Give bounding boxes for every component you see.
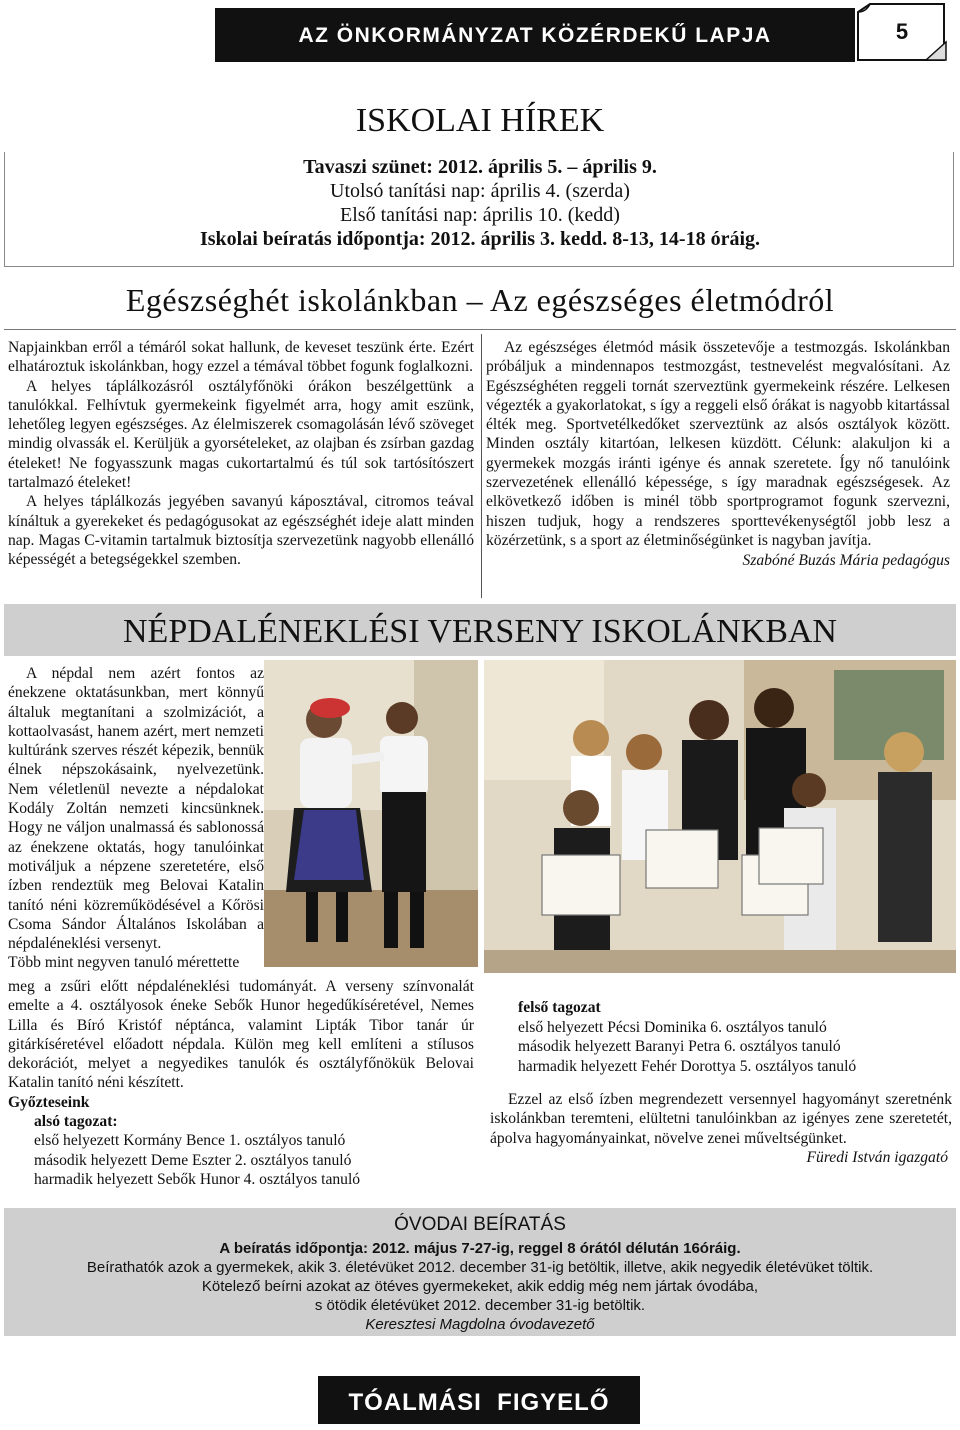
winner-line: második helyezett Deme Eszter 2. osztályos tanuló xyxy=(34,1151,352,1169)
folk-contest-title: NÉPDALÉNEKLÉSI VERSENY ISKOLÁNKBAN xyxy=(123,613,837,650)
news-line: Utolsó tanítási nap: április 4. (szerda) xyxy=(330,180,630,202)
upper-grade-label: felső tagozat xyxy=(518,999,601,1016)
divider xyxy=(4,329,956,330)
paragraph: A helyes táplálkozás jegyében savanyú káposztával, citromos teával kínáltuk a gyerekeket és pedagógusokat az egészséghét ideje alatt minden nap. Magas C-vitamin tartalmuk biztosítja szervezetünk nagyobb ellenálló képességét a betegségekkel szemben. xyxy=(8,493,474,569)
folk-closing xyxy=(490,1090,952,1167)
health-left-column xyxy=(8,338,474,570)
page-number: 5 xyxy=(895,19,909,44)
news-line: Tavaszi szünet: 2012. április 5. – április 9. xyxy=(303,156,657,178)
kindergarten-line: Kötelező beírni azokat az ötéves gyermekeket, akik eddig még nem jártak óvodába, xyxy=(201,1278,759,1295)
folk-wrap-text xyxy=(8,664,264,973)
kindergarten-line: A beíratás időpontja: 2012. május 7-27-ig, reggel 8 órától délután 16óráig. xyxy=(219,1240,741,1257)
kindergarten-title: ÓVODAI BEÍRATÁS xyxy=(394,1214,566,1235)
kindergarten-signature: Keresztesi Magdolna óvodavezető xyxy=(365,1316,595,1333)
paragraph: meg a zsűri előtt népdaléneklési tudományát. A verseny színvonalát emelte a 4. osztályosok éneke Sebők Hunor hegedűkíséretével, Nemes Lilla és Bíró Kristóf néptánca, valamint Lipták Tibor tanár úr gitárkíséretével előadott népdala. Külön meg kell említeni a stílusos dekorációt, melyet a negyedikes tanulók és osztályfőnökük Belovai Katalin tanító néni készített. xyxy=(8,978,474,1092)
winners-label: Győzteseink xyxy=(8,1093,90,1111)
paragraph: A népdal nem azért fontos az énekzene oktatásunkban, mert könnyű általuk megtanítani a szolmizációt, a kottaolvasást, hanem azért, mert nemzeti kultúránk szerves részét képezik, bennük élnek népszokásaink, nyelvezetünk. Nem véletlenül nevezte a népdalokat Kodály Zoltán nemzeti kincsünknek. Hogy ne váljon unalmassá és sablonossá az énekzene oktatás, hogy tanulóinkat motiváljuk a népzene szeretetére, első ízben rendeztük meg Belovai Katalin tanító néni közreműködésével a Kőrösi Csoma Sándor Általános Iskolában a népdaléneklési versenyt. xyxy=(8,665,264,953)
signature: Füredi István igazgató xyxy=(806,1148,948,1166)
winner-line: első helyezett Kormány Bence 1. osztályos tanuló xyxy=(34,1132,346,1150)
kindergarten-line: Beírathatók azok a gyermekek, akik 3. életévüket 2012. december 31-ig betöltik, illetve, akik negyedik életévüket töltik. xyxy=(86,1259,874,1276)
paragraph: Ezzel az első ízben megrendezett versennyel hagyományt szeretnénk iskolánkban teremteni, elültetni tanulóinkban az igényes zene szeretetét, ápolva hagyományainkat, növelve zenei műveltségünket. xyxy=(490,1091,952,1147)
kindergarten-line: s ötödik életévüket 2012. december 31-ig betöltik. xyxy=(314,1297,646,1314)
health-week-title: Egészséghét iskolánkban – Az egészséges életmódról xyxy=(125,282,835,318)
masthead-word: FIGYELŐ xyxy=(497,1389,610,1416)
publication-tagline: AZ ÖNKORMÁNYZAT KÖZÉRDEKŰ LAPJA xyxy=(298,24,772,47)
winner-line: első helyezett Pécsi Dominika 6. osztályos tanuló xyxy=(518,1018,827,1036)
lower-grade-label: alsó tagozat: xyxy=(34,1113,118,1131)
photo-winners-group xyxy=(484,660,956,973)
winner-line: második helyezett Baranyi Petra 6. osztályos tanuló xyxy=(518,1038,841,1055)
photo-folk-dance xyxy=(264,660,478,967)
paragraph: Az egészséges életmód másik összetevője a testmozgás. Iskolánkban próbáljuk a mindennapos testmozgást, testnevelést megvalósítani. Az Egészséghéten reggeli tornát szerveztünk gyermekeink részére. Lelkesen végezték a gyakorlatokat, s így a reggeli első órákat is nagyobb kitartással élték meg. Sportvetélkedőket szerveztünk az alsós osztályok között. Minden osztály kitartóan, lelkesen küzdött. Célunk: alakuljon ki a gyermekek mozgás iránti igénye és annak szeretete. Így nő tanulóink szervezetének ellenálló képessége, s így maradnak egészségesek. Az elkövetkező időben is minél több sportprogramot fogunk szervezni, hiszen tudjuk, hogy a rendszeres sporttevékenységtől jobb lesz a közérzetünk, s a sport az életminőségünket is nagyban javítja. xyxy=(486,339,950,549)
winner-line: harmadik helyezett Fehér Dorottya 5. osztályos tanuló xyxy=(518,1057,857,1075)
paragraph: Napjainkban erről a témáról sokat hallunk, de keveset teszünk érte. Ezért elhatároztuk iskolánkban, hogy ezzel a témával többet fogunk foglalkozni. xyxy=(8,339,474,376)
upper-grade-winners xyxy=(518,998,938,1076)
footer-masthead xyxy=(318,1376,640,1424)
masthead-word: TÓALMÁSI xyxy=(348,1389,482,1416)
folk-main-text xyxy=(8,977,474,1189)
news-line: Iskolai beíratás időpontja: 2012. április 3. kedd. 8-13, 14-18 óráig. xyxy=(199,228,761,250)
health-right-column xyxy=(486,338,950,571)
paragraph: A helyes táplálkozásról osztályfőnöki órákon beszélgettünk a tanulókkal. Felhívtuk gyermekeink figyelmét arra, hogy amit eszünk, lehetőleg legyen egészséges. Az élelmiszerek csomagolásán lévő szöveget mindig olvassák el. Kerüljük a gyorsételeket, az olajban és zsírban gazdag ételeket! Ne fogyasszunk magas cukortartalmú és túl sok tartósítószert tartalmazó ételeket! xyxy=(8,377,474,492)
winner-line: harmadik helyezett Sebők Hunor 4. osztályos tanuló xyxy=(34,1170,361,1188)
paragraph: Több mint negyven tanuló mérettette xyxy=(8,954,240,972)
school-news-title: ISKOLAI HÍREK xyxy=(355,102,605,139)
column-divider xyxy=(481,334,482,598)
signature: Szabóné Buzás Mária pedagógus xyxy=(742,552,950,570)
news-line: Első tanítási nap: április 10. (kedd) xyxy=(340,204,620,226)
